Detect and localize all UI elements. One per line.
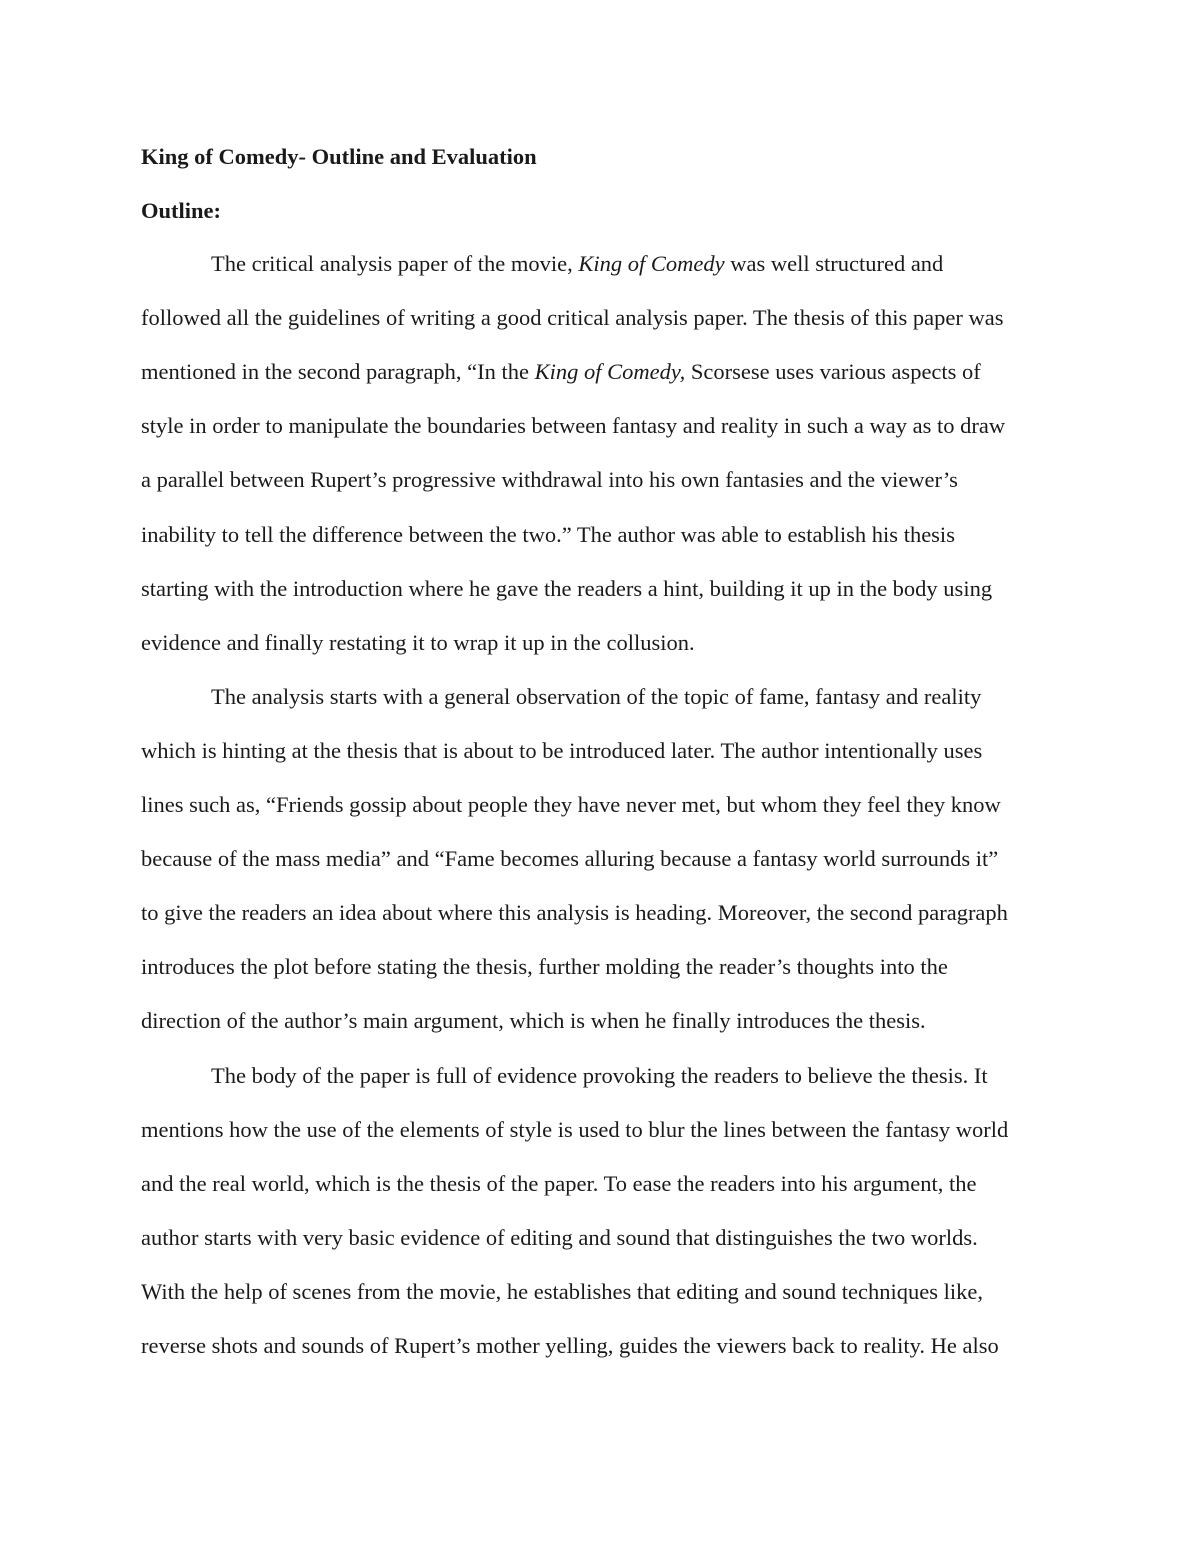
text-segment: With the help of scenes from the movie, he establishes that editing and sound techniques like, [141, 1278, 984, 1304]
text-segment: starting with the introduction where he gave the readers a hint, building it up in the body using [141, 575, 993, 601]
text-segment: author starts with very basic evidence of editing and sound that distinguishes the two worlds. [141, 1224, 978, 1250]
text-segment: direction of the author’s main argument, which is when he finally introduces the thesis. [141, 1008, 926, 1034]
text-line [141, 1115, 1008, 1145]
text-segment: to give the readers an idea about where this analysis is heading. Moreover, the second paragraph [141, 900, 1008, 926]
text-segment: style in order to manipulate the boundaries between fantasy and reality in such a way as to draw [141, 413, 1006, 439]
text-segment: was well structured and [724, 251, 944, 276]
text-line [141, 1223, 978, 1253]
text-segment: The body of the paper is full of evidence provoking the readers to believe the thesis. It [211, 1062, 988, 1088]
text-line [211, 682, 981, 712]
text-segment: because of the mass media” and “Fame becomes alluring because a fantasy world surrounds it” [141, 846, 999, 872]
text-segment: lines such as, “Friends gossip about people they have never met, but whom they feel they know [141, 792, 1001, 817]
text-segment: which is hinting at the thesis that is about to be introduced later. The author intentionally uses [141, 737, 983, 763]
text-line [141, 1331, 999, 1361]
text-segment: reverse shots and sounds of Rupert’s mother yelling, guides the viewers back to reality. He also [141, 1333, 999, 1358]
text-segment: followed all the guidelines of writing a good critical analysis paper. The thesis of this paper was [141, 305, 1004, 331]
text-line [141, 303, 1004, 333]
text-segment: mentioned in the second paragraph, “In the [141, 359, 535, 385]
text-line [141, 1006, 926, 1036]
italic-title-text: King of Comedy [578, 251, 725, 276]
text-segment: a parallel between Rupert’s progressive withdrawal into his own fantasies and the viewer’s [141, 467, 958, 493]
text-line [211, 1061, 988, 1091]
text-line [141, 357, 981, 387]
text-line [141, 520, 955, 550]
text-line [141, 1169, 976, 1199]
text-line [141, 411, 1005, 441]
text-line [141, 1277, 983, 1307]
text-segment: The analysis starts with a general observation of the topic of fame, fantasy and reality [211, 683, 982, 709]
text-line [141, 898, 1008, 928]
text-segment: Scorsese uses various aspects of [685, 359, 981, 385]
text-segment: mentions how the use of the elements of style is used to blur the lines between the fantasy world [141, 1116, 1009, 1142]
text-segment: introduces the plot before stating the thesis, further molding the reader’s thoughts into the [141, 954, 948, 980]
section-heading: Outline: [141, 198, 222, 223]
text-line [211, 249, 943, 279]
text-line [141, 952, 948, 982]
text-segment: evidence and finally restating it to wrap it up in the collusion. [141, 629, 695, 655]
text-line [141, 465, 958, 495]
text-segment: and the real world, which is the thesis of the paper. To ease the readers into his argument, the [141, 1170, 977, 1196]
text-segment: inability to tell the difference between the two.” The author was able to establish his thesis [141, 521, 955, 547]
text-line [141, 790, 1001, 820]
text-line [141, 574, 992, 604]
text-segment: The critical analysis paper of the movie, [211, 251, 579, 276]
italic-title-text: King of Comedy, [534, 359, 686, 385]
text-line [141, 844, 998, 874]
text-line [141, 736, 982, 766]
text-line [141, 628, 695, 658]
document-title: King of Comedy- Outline and Evaluation [141, 144, 537, 169]
